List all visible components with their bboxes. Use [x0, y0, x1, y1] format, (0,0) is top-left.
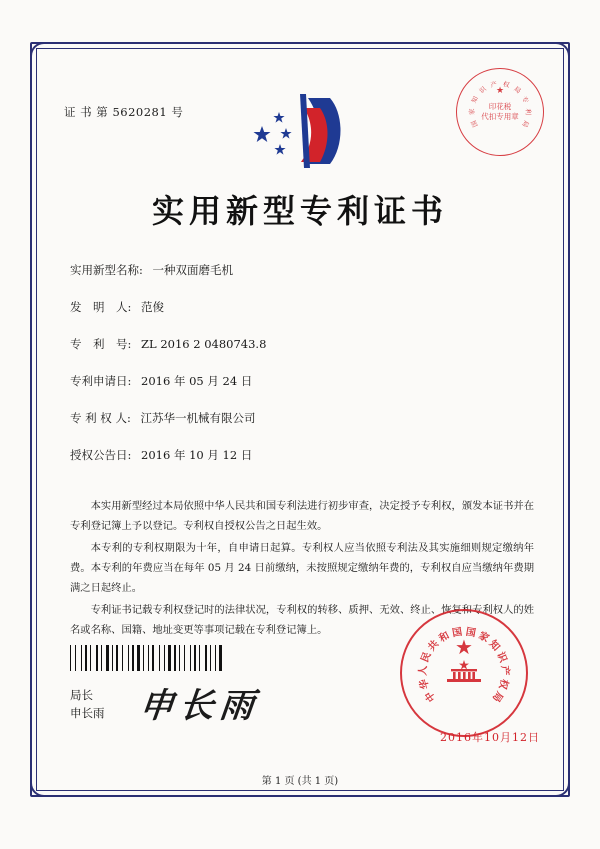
field-patentee-value: 江苏华一机械有限公司: [140, 411, 256, 425]
field-patent-number: [70, 336, 530, 352]
page-footer: 第 1 页 (共 1 页): [261, 776, 339, 787]
field-inventor-label: 发 明 人:: [70, 300, 132, 314]
field-application-date: [70, 373, 530, 389]
field-patent-number-value: ZL 2016 2 0480743.8: [141, 337, 267, 351]
signature-role: 局长: [70, 688, 93, 702]
seal-star-icon: ★: [455, 635, 473, 659]
seal-date: 2016年10月12日: [440, 731, 540, 744]
body-paragraph-2: 本专利的专利权期限为十年，自申请日起算。专利权人应当依照专利法及其实施细则规定缴纳年费。本专利的年费应当在每年 05 月 24 日前缴纳，未按照规定缴纳年费的，专利权自应当缴纳年费期满之日起终止。: [70, 542, 534, 594]
signature-name: 申长雨: [70, 706, 105, 720]
tax-stamp-line-1: 印花税: [488, 102, 512, 111]
field-application-date-value: 2016 年 05 月 24 日: [141, 374, 253, 388]
frame-corner-top-left: [30, 42, 66, 78]
field-inventor: [70, 299, 530, 315]
field-patent-number-label: 专 利 号:: [70, 337, 132, 351]
field-inventor-value: 范俊: [141, 300, 165, 314]
field-announcement-date-value: 2016 年 10 月 12 日: [141, 448, 253, 462]
official-seal-ring-text: 中 华 人 民 共 和 国 国 家 知 识 产 权 局: [417, 626, 511, 704]
signature-block: [70, 686, 105, 722]
field-invention-name-label: 实用新型名称:: [70, 263, 143, 277]
official-seal: [400, 609, 528, 737]
certificate-number: 证 书 第 5620281 号: [64, 105, 184, 119]
body-paragraph-3: 专利证书记载专利权登记时的法律状况，专利权的转移、质押、无效、终止、恢复和专利权人的姓名或名称、国籍、地址变更等事项记载在专利登记簿上。: [70, 604, 534, 636]
field-patentee-label: 专 利 权 人:: [70, 411, 131, 425]
sipo-logo-icon: [246, 92, 356, 170]
field-invention-name: [70, 262, 530, 278]
field-patentee: [70, 410, 530, 426]
barcode: [70, 645, 245, 671]
national-emblem-icon: [443, 659, 485, 689]
field-announcement-date: [70, 447, 530, 463]
certificate-fields: [70, 262, 530, 484]
tax-stamp: [456, 68, 544, 156]
tax-stamp-star-icon: ★: [495, 86, 505, 96]
handwritten-signature: 申长雨: [137, 686, 262, 726]
field-announcement-date-label: 授权公告日:: [70, 448, 132, 462]
field-application-date-label: 专利申请日:: [70, 374, 132, 388]
tax-stamp-line-2: 代扣专用章: [481, 112, 519, 121]
field-invention-name-value: 一种双面磨毛机: [152, 263, 234, 277]
page-title: 实用新型专利证书: [151, 192, 448, 230]
body-paragraph-1: 本实用新型经过本局依照中华人民共和国专利法进行初步审查，决定授予专利权，颁发本证书并在专利登记簿上予以登记。专利权自授权公告之日起生效。: [70, 500, 534, 532]
tax-stamp-ring-text: 国 家 知 识 产 权 局 专 利 局: [467, 80, 533, 129]
